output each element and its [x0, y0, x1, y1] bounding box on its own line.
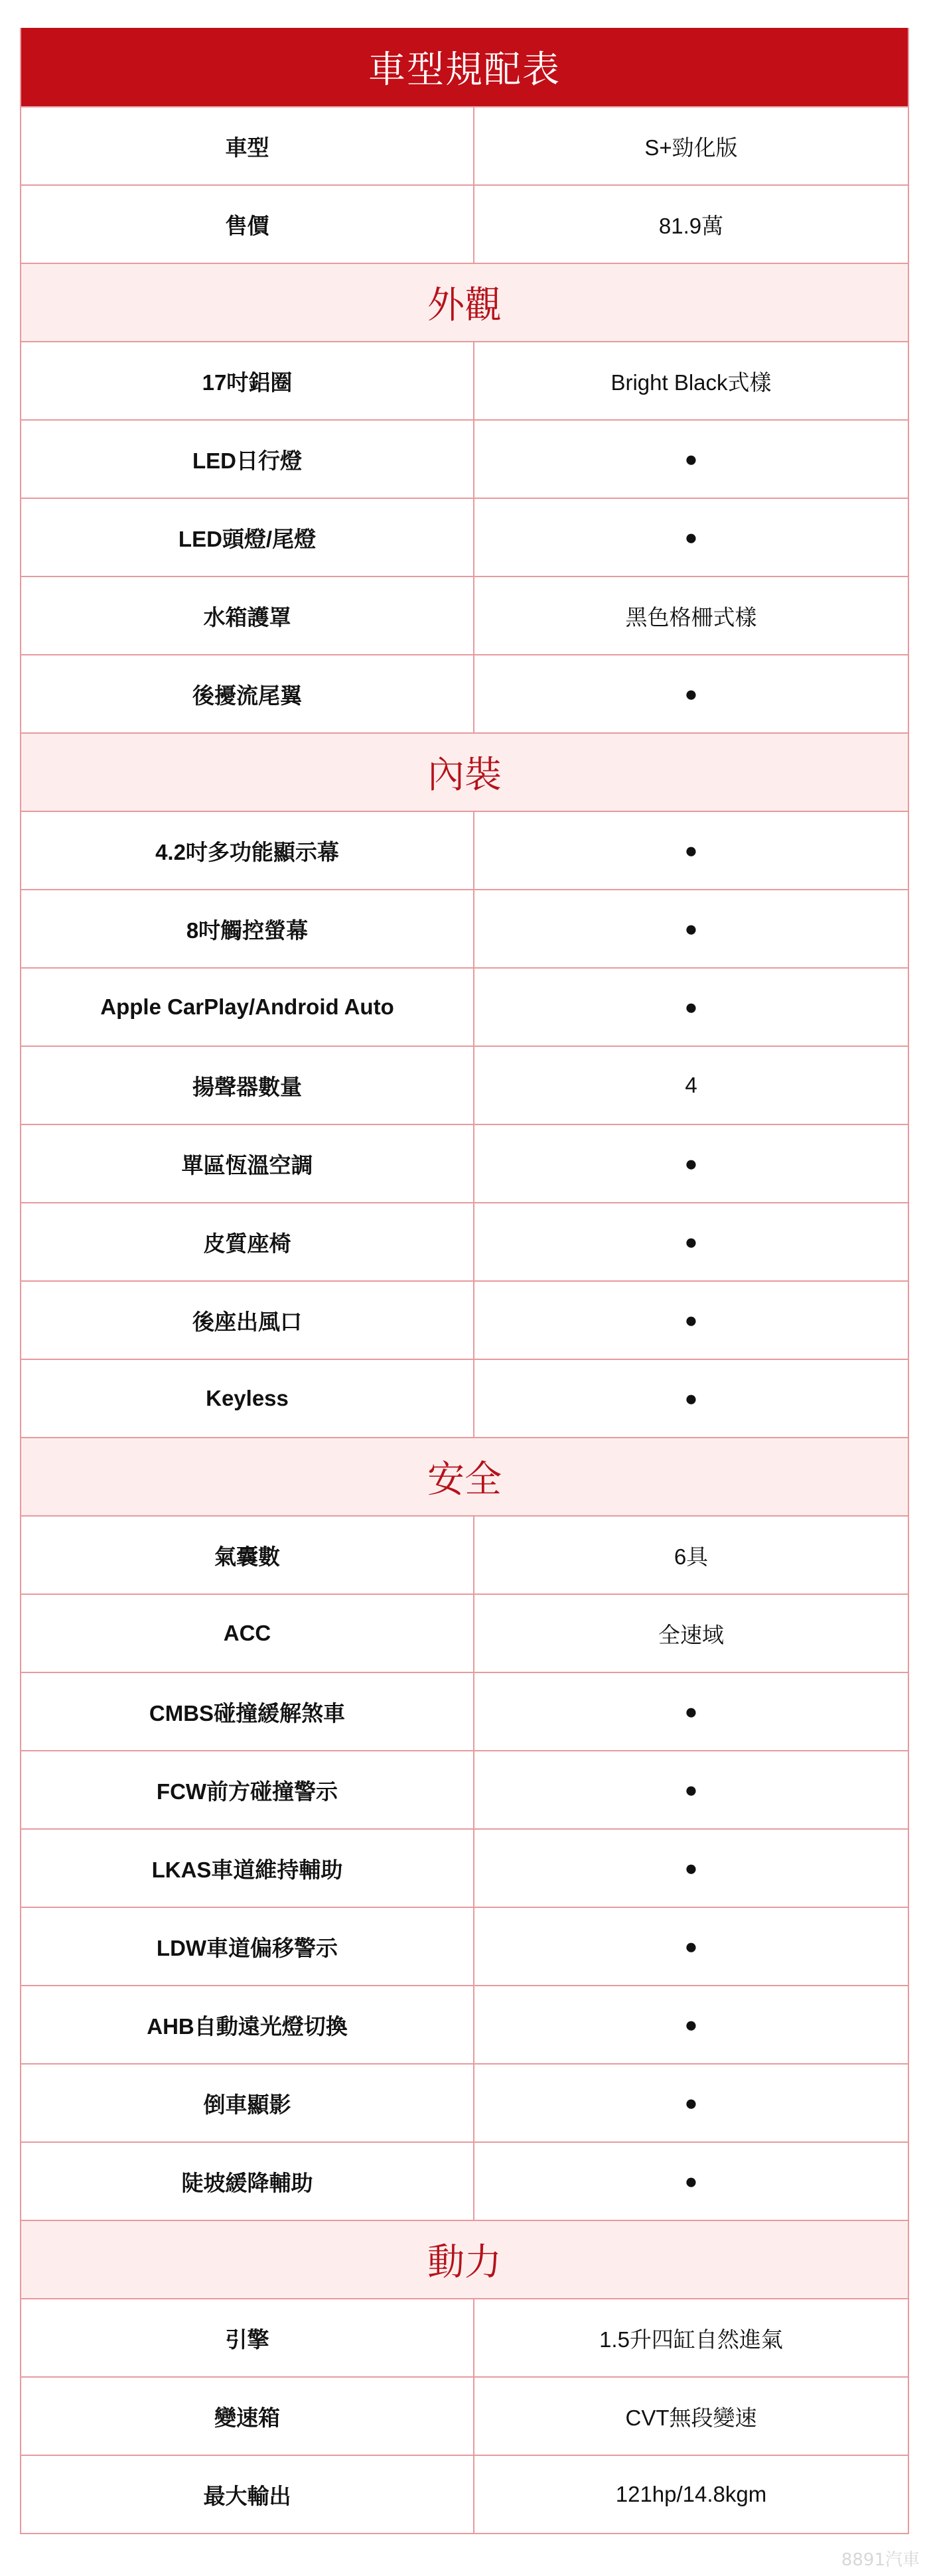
equipped-dot: ●	[684, 1308, 698, 1332]
spec-rows	[21, 106, 908, 2533]
spec-label: CMBS碰撞緩解煞車	[21, 1673, 474, 1750]
equipped-dot: ●	[684, 1229, 698, 1254]
spec-label: LDW車道偏移警示	[21, 1908, 474, 1985]
table-row	[21, 2141, 908, 2220]
equipped-dot: ●	[684, 1699, 698, 1724]
table-row	[21, 811, 908, 889]
table-row	[21, 654, 908, 732]
table-row	[21, 1359, 908, 1437]
table-row	[21, 1515, 908, 1593]
spec-label: 陡坡緩降輔助	[21, 2143, 474, 2220]
equipped-dot: ●	[684, 916, 698, 941]
spec-label: 變速箱	[21, 2378, 474, 2455]
section-header: 動力	[21, 2220, 908, 2298]
spec-label: 單區恆溫空調	[21, 1125, 474, 1202]
equipped-dot: ●	[684, 2012, 698, 2037]
spec-value: 81.9萬	[658, 213, 724, 238]
spec-table	[20, 28, 909, 2534]
spec-label: LKAS車道維持輔助	[21, 1830, 474, 1907]
table-row	[21, 184, 908, 263]
table-row	[21, 1985, 908, 2063]
table-row	[21, 106, 908, 184]
spec-label: AHB自動遠光燈切換	[21, 1986, 474, 2063]
table-row	[21, 2298, 908, 2376]
table-title: 車型規配表	[21, 28, 908, 106]
spec-label: ACC	[21, 1595, 474, 1672]
spec-label: 後擾流尾翼	[21, 655, 474, 732]
equipped-dot: ●	[684, 838, 698, 862]
table-row	[21, 341, 908, 419]
table-row	[21, 2376, 908, 2455]
equipped-dot: ●	[684, 994, 698, 1019]
spec-label: 引擎	[21, 2299, 474, 2376]
spec-label: LED日行燈	[21, 421, 474, 498]
spec-label: LED頭燈/尾燈	[21, 499, 474, 576]
table-row	[21, 1593, 908, 1672]
equipped-dot: ●	[684, 681, 698, 706]
section-header: 外觀	[21, 263, 908, 341]
equipped-dot: ●	[684, 2090, 698, 2115]
spec-label: 17吋鋁圈	[21, 342, 474, 419]
spec-value: 6具	[674, 1544, 709, 1569]
spec-label: 水箱護罩	[21, 577, 474, 654]
table-row	[21, 1750, 908, 1828]
spec-value: 4	[685, 1073, 697, 1097]
spec-value: 1.5升四缸自然進氣	[599, 2327, 783, 2352]
table-row	[21, 576, 908, 654]
table-row	[21, 1828, 908, 1907]
spec-label: 皮質座椅	[21, 1203, 474, 1280]
table-row	[21, 1280, 908, 1359]
table-row	[21, 498, 908, 576]
equipped-dot: ●	[684, 1151, 698, 1176]
spec-value: Bright Black式樣	[610, 370, 772, 395]
spec-label: 後座出風口	[21, 1282, 474, 1359]
equipped-dot: ●	[684, 525, 698, 549]
table-row	[21, 967, 908, 1046]
equipped-dot: ●	[684, 2169, 698, 2193]
table-row	[21, 2063, 908, 2141]
table-row	[21, 1046, 908, 1124]
table-row	[21, 1124, 908, 1202]
table-row	[21, 1202, 908, 1280]
spec-label: 氣囊數	[21, 1517, 474, 1593]
equipped-dot: ●	[684, 1856, 698, 1880]
spec-value: 121hp/14.8kgm	[615, 2482, 767, 2506]
spec-label: Keyless	[21, 1360, 474, 1437]
spec-label: 最大輸出	[21, 2456, 474, 2533]
watermark-logo: 8891汽車	[841, 2550, 920, 2570]
spec-label: 4.2吋多功能顯示幕	[21, 812, 474, 889]
equipped-dot: ●	[684, 1777, 698, 1802]
spec-value: CVT無段變速	[625, 2405, 757, 2430]
table-row	[21, 889, 908, 967]
table-row	[21, 1672, 908, 1750]
spec-label: Apple CarPlay/Android Auto	[21, 969, 474, 1046]
equipped-dot: ●	[684, 1386, 698, 1410]
table-row	[21, 1907, 908, 1985]
spec-label: FCW前方碰撞警示	[21, 1751, 474, 1828]
section-header: 安全	[21, 1437, 908, 1515]
spec-value: 黑色格柵式樣	[625, 604, 757, 630]
table-row	[21, 2455, 908, 2533]
spec-label: 車型	[21, 107, 474, 184]
spec-label: 倒車顯影	[21, 2065, 474, 2141]
spec-label: 8吋觸控螢幕	[21, 890, 474, 967]
spec-label: 揚聲器數量	[21, 1047, 474, 1124]
spec-value: 全速域	[658, 1622, 724, 1647]
equipped-dot: ●	[684, 1934, 698, 1958]
table-row	[21, 419, 908, 498]
spec-label: 售價	[21, 186, 474, 263]
section-header: 內裝	[21, 732, 908, 811]
spec-value: S+勁化版	[644, 135, 738, 160]
equipped-dot: ●	[684, 446, 698, 471]
